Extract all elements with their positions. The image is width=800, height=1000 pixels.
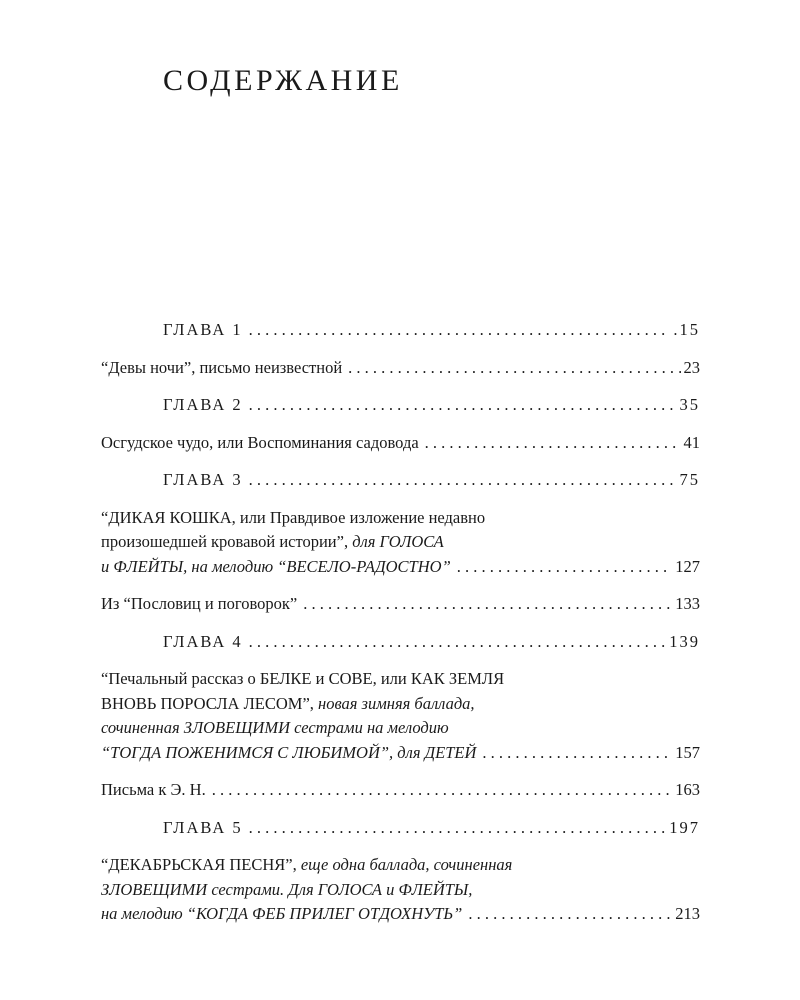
toc-entry-chapter-5[interactable] bbox=[101, 816, 700, 841]
dot-leader bbox=[249, 816, 667, 841]
entry-title: ГЛАВА 3 bbox=[163, 470, 243, 489]
entry-title-line-4: “ТОГДА ПОЖЕНИМСЯ С ЛЮБИМОЙ”, для ДЕТЕЙ bbox=[101, 742, 477, 762]
entry-subtitle-part: для ГОЛОСА bbox=[352, 532, 444, 551]
page-number: 35 bbox=[679, 395, 700, 414]
page-number: 157 bbox=[675, 742, 700, 762]
table-of-contents bbox=[101, 318, 700, 940]
dot-leader bbox=[212, 778, 673, 803]
page-number: 163 bbox=[675, 780, 700, 799]
entry-title-line-3: и ФЛЕЙТЫ, на мелодию “ВЕСЕЛО-РАДОСТНО” bbox=[101, 556, 451, 576]
toc-entry-letters[interactable] bbox=[101, 778, 700, 803]
entry-title-line-1 bbox=[101, 853, 700, 878]
entry-last-line bbox=[101, 555, 700, 580]
page-number: 75 bbox=[679, 470, 700, 489]
entry-title-part: “ДЕКАБРЬСКАЯ ПЕСНЯ”, bbox=[101, 855, 301, 874]
page-title: СОДЕРЖАНИЕ bbox=[163, 64, 403, 97]
toc-entry-chapter-1[interactable] bbox=[101, 318, 700, 343]
entry-title-line-3: на мелодию “КОГДА ФЕБ ПРИЛЕГ ОТДОХНУТЬ” bbox=[101, 904, 463, 923]
dot-leader bbox=[468, 902, 672, 927]
dot-leader bbox=[249, 318, 671, 343]
toc-entry-osgud-miracle[interactable] bbox=[101, 431, 700, 456]
page-number: 213 bbox=[675, 904, 700, 923]
entry-title-part: произошедшей кровавой истории”, bbox=[101, 532, 353, 551]
entry-title: ГЛАВА 5 bbox=[163, 817, 243, 837]
entry-title-line-3: сочиненная ЗЛОВЕЩИМИ сестрами на мелодию bbox=[101, 718, 449, 737]
toc-entry-devy-nochi[interactable] bbox=[101, 356, 700, 381]
entry-title: Письма к Э. Н. bbox=[101, 780, 206, 799]
dot-leader bbox=[303, 592, 672, 617]
dot-leader bbox=[425, 431, 681, 456]
dot-leader bbox=[249, 468, 677, 493]
page-number: 127 bbox=[675, 556, 700, 576]
dot-leader bbox=[249, 630, 667, 655]
toc-entry-squirrel-owl[interactable] bbox=[101, 667, 700, 765]
entry-title: ГЛАВА 4 bbox=[163, 631, 243, 651]
toc-entry-proverbs[interactable] bbox=[101, 592, 700, 617]
entry-title: Из “Пословиц и поговорок” bbox=[101, 594, 298, 613]
page-number: 139 bbox=[669, 631, 700, 651]
entry-last-line bbox=[101, 741, 700, 766]
page-number: 133 bbox=[675, 594, 700, 613]
entry-title-line-1: “Печальный рассказ о БЕЛКЕ и СОВЕ, или КАК ЗЕМЛЯ bbox=[101, 669, 505, 688]
entry-title: Осгудское чудо, или Воспоминания садовода bbox=[101, 432, 419, 452]
entry-subtitle-part: еще одна баллада, сочиненная bbox=[300, 855, 513, 874]
dot-leader bbox=[249, 393, 677, 418]
toc-entry-chapter-2[interactable] bbox=[101, 393, 700, 418]
dot-leader bbox=[482, 741, 672, 766]
toc-entry-december-song[interactable] bbox=[101, 853, 700, 927]
entry-last-line bbox=[101, 902, 700, 927]
entry-title: ГЛАВА 2 bbox=[163, 395, 243, 414]
toc-entry-wild-cat[interactable] bbox=[101, 506, 700, 580]
entry-title-line-2: ЗЛОВЕЩИМИ сестрами. Для ГОЛОСА и ФЛЕЙТЫ, bbox=[101, 879, 473, 899]
dot-leader bbox=[348, 356, 680, 381]
entry-title: ГЛАВА 1 bbox=[163, 320, 243, 339]
page-number: 41 bbox=[683, 432, 700, 452]
entry-title: “Девы ночи”, письмо неизвестной bbox=[101, 357, 343, 377]
entry-title-line-2 bbox=[101, 530, 700, 555]
toc-entry-chapter-3[interactable] bbox=[101, 468, 700, 493]
toc-entry-chapter-4[interactable] bbox=[101, 630, 700, 655]
dot-leader bbox=[457, 555, 673, 580]
entry-title-line-2 bbox=[101, 692, 700, 717]
page-number: 23 bbox=[683, 357, 700, 377]
entry-title-line-1: “ДИКАЯ КОШКА, или Правдивое изложение недавно bbox=[101, 507, 486, 527]
entry-title-part: ВНОВЬ ПОРОСЛА ЛЕСОМ”, bbox=[101, 693, 319, 713]
entry-subtitle-part: новая зимняя баллада, bbox=[318, 693, 475, 713]
page-number: 197 bbox=[669, 817, 700, 837]
page-number: .15 bbox=[673, 320, 700, 339]
